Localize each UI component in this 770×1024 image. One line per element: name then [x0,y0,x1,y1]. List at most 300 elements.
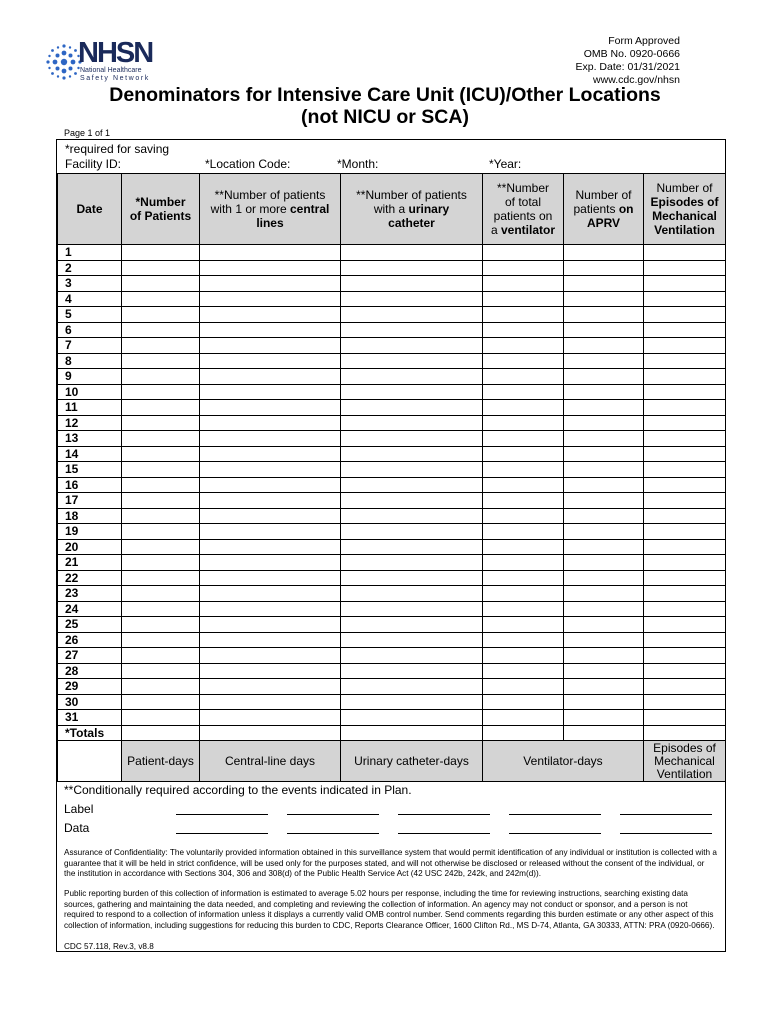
entry-cell[interactable] [564,431,644,447]
entry-cell[interactable] [644,338,726,354]
entry-cell[interactable] [122,632,200,648]
entry-cell[interactable] [341,431,483,447]
day-number: 17 [58,493,122,509]
entry-cell[interactable] [341,679,483,695]
entry-cell[interactable] [564,493,644,509]
entry-cell[interactable] [200,245,341,261]
facility-id-field[interactable]: Facility ID: [65,157,122,171]
day-row [58,446,726,462]
day-number: 9 [58,369,122,385]
entry-cell[interactable] [564,353,644,369]
entry-cell[interactable] [564,632,644,648]
day-number: 25 [58,617,122,633]
entry-cell[interactable] [122,431,200,447]
entry-cell[interactable] [200,353,341,369]
entry-cell[interactable] [644,462,726,478]
omb-block [576,35,681,87]
entry-cell[interactable] [200,570,341,586]
label-field[interactable] [398,814,490,815]
entry-cell[interactable] [341,369,483,385]
entry-cell[interactable] [200,648,341,664]
entry-cell[interactable] [644,601,726,617]
entry-cell[interactable] [200,322,341,338]
day-number: 5 [58,307,122,323]
entry-cell[interactable] [341,570,483,586]
page-number: Page 1 of 1 [64,128,111,138]
entry-cell[interactable] [644,291,726,307]
day-number: 23 [58,586,122,602]
day-number: 14 [58,446,122,462]
entry-cell[interactable] [122,276,200,292]
day-row [58,353,726,369]
entry-cell[interactable] [644,260,726,276]
entry-cell[interactable] [483,539,564,555]
entry-cell[interactable] [341,663,483,679]
entry-cell[interactable] [564,291,644,307]
entry-cell[interactable] [483,415,564,431]
entry-cell[interactable] [341,260,483,276]
entry-cell[interactable] [341,245,483,261]
day-row [58,260,726,276]
entry-cell[interactable] [122,322,200,338]
entry-cell[interactable] [564,601,644,617]
entry-cell[interactable] [122,291,200,307]
day-number: 21 [58,555,122,571]
day-row [58,555,726,571]
denominator-table [57,173,726,782]
entry-cell[interactable] [341,632,483,648]
patient-days-label: Patient-days [122,741,200,782]
day-row [58,369,726,385]
entry-cell[interactable] [200,632,341,648]
day-number: 11 [58,400,122,416]
day-row [58,384,726,400]
entry-cell[interactable] [564,710,644,726]
year-field[interactable]: *Year: [489,157,522,171]
entry-cell[interactable] [483,601,564,617]
entry-cell[interactable] [483,291,564,307]
day-number: 29 [58,679,122,695]
day-number: 27 [58,648,122,664]
entry-cell[interactable] [122,353,200,369]
entry-cell[interactable] [122,446,200,462]
entry-cell[interactable] [483,555,564,571]
entry-cell[interactable] [122,245,200,261]
entry-cell[interactable] [483,446,564,462]
day-row [58,617,726,633]
entry-cell[interactable] [483,276,564,292]
confidentiality-notice: Assurance of Confidentiality: The voluntarily provided information obtained in this surveillance system that would permit identification of any individual or institution is collected with a guarantee that it will be held in strict confidence, will be used only for the purposes stated, and will not otherwise be disclosed or released without the consent of the individual, or the institution in accordance with Sections 304, 306 and 308(d) of the Public Health Service Act (42 USC 242b, 242k, and 242m(d)). [64,848,717,879]
entry-cell[interactable] [200,477,341,493]
entry-cell[interactable] [644,384,726,400]
entry-cell[interactable] [564,539,644,555]
day-row [58,601,726,617]
entry-cell[interactable] [122,384,200,400]
day-row [58,508,726,524]
day-number: 24 [58,601,122,617]
footer-row [58,741,726,782]
entry-cell[interactable] [644,322,726,338]
day-row [58,338,726,354]
day-row [58,539,726,555]
entry-cell[interactable] [564,663,644,679]
entry-cell[interactable] [122,369,200,385]
entry-cell[interactable] [564,555,644,571]
entry-cell[interactable] [341,400,483,416]
data-field[interactable] [620,833,712,834]
header-date: Date [58,174,122,245]
entry-cell[interactable] [483,570,564,586]
entry-cell[interactable] [644,477,726,493]
entry-cell[interactable] [200,555,341,571]
entry-cell[interactable] [122,508,200,524]
entry-cell[interactable] [564,694,644,710]
entry-cell[interactable] [122,524,200,540]
entry-cell[interactable] [483,322,564,338]
entry-cell[interactable] [341,384,483,400]
entry-cell[interactable] [483,307,564,323]
custom-label-heading: Label [64,802,94,816]
header-episodes: Number of Episodes of Mechanical Ventilation [644,174,726,245]
header-central-lines: **Number of patients with 1 or more central lines [200,174,341,245]
entry-cell[interactable] [483,617,564,633]
day-number: 10 [58,384,122,400]
entry-cell[interactable] [564,307,644,323]
entry-cell[interactable] [341,446,483,462]
day-row [58,679,726,695]
entry-cell[interactable] [200,493,341,509]
entry-cell[interactable] [483,260,564,276]
total-cell[interactable] [341,725,483,741]
entry-cell[interactable] [200,446,341,462]
total-cell[interactable] [644,725,726,741]
day-row [58,632,726,648]
entry-cell[interactable] [122,555,200,571]
day-row [58,586,726,602]
entry-cell[interactable] [564,369,644,385]
entry-cell[interactable] [483,663,564,679]
entry-cell[interactable] [200,260,341,276]
entry-cell[interactable] [341,415,483,431]
entry-cell[interactable] [644,524,726,540]
entry-cell[interactable] [483,462,564,478]
entry-cell[interactable] [644,400,726,416]
data-field[interactable] [509,833,601,834]
entry-cell[interactable] [200,400,341,416]
label-field[interactable] [287,814,379,815]
entry-cell[interactable] [483,524,564,540]
entry-cell[interactable] [644,694,726,710]
omb-line: Form Approved [608,35,680,47]
day-number: 1 [58,245,122,261]
label-field[interactable] [176,814,268,815]
totals-row [58,725,726,741]
entry-cell[interactable] [200,415,341,431]
entry-cell[interactable] [483,694,564,710]
day-number: 28 [58,663,122,679]
day-row [58,245,726,261]
entry-cell[interactable] [200,369,341,385]
entry-cell[interactable] [122,462,200,478]
entry-cell[interactable] [122,586,200,602]
burden-statement: Public reporting burden of this collection of information is estimated to average 5.02 hours per response, including the time for reviewing instructions, searching existing data sources, gathering and maintaining the data needed, and completing and reviewing the collection of information. An agency may not conduct or sponsor, and a person is not required to respond to a collection of information unless it displays a currently valid OMB control number. Send comments regarding this burden estimate or any other aspect of this collection of information, including suggestions for reducing this burden to CDC, Reports Clearance Officer, 1600 Clifton Rd., MS D-74, Atlanta, GA 30333, ATTN: PRA (0920-0666). [64,889,715,930]
day-number: 12 [58,415,122,431]
entry-cell[interactable] [341,617,483,633]
entry-cell[interactable] [341,493,483,509]
form-title-sub: (not NICU or SCA) [301,106,469,128]
entry-cell[interactable] [564,617,644,633]
entry-cell[interactable] [644,508,726,524]
day-row [58,493,726,509]
entry-cell[interactable] [341,555,483,571]
entry-cell[interactable] [200,539,341,555]
total-cell[interactable] [564,725,644,741]
header-ventilator: **Number of total patients on a ventilator [483,174,564,245]
entry-cell[interactable] [644,245,726,261]
entry-cell[interactable] [564,648,644,664]
entry-cell[interactable] [644,415,726,431]
entry-cell[interactable] [341,338,483,354]
entry-cell[interactable] [200,307,341,323]
entry-cell[interactable] [341,586,483,602]
entry-cell[interactable] [564,322,644,338]
location-code-field[interactable]: *Location Code: [205,157,291,171]
day-row [58,276,726,292]
entry-cell[interactable] [564,260,644,276]
entry-cell[interactable] [341,539,483,555]
total-cell[interactable] [483,725,564,741]
data-field[interactable] [398,833,490,834]
entry-cell[interactable] [483,338,564,354]
entry-cell[interactable] [341,508,483,524]
omb-url: www.cdc.gov/nhsn [593,74,680,86]
omb-line: Exp. Date: 01/31/2021 [575,61,680,73]
ventilator-days-label: Ventilator-days [483,741,644,782]
entry-cell[interactable] [122,415,200,431]
custom-data-heading: Data [64,821,90,835]
total-cell[interactable] [122,725,200,741]
form-id: CDC 57.118, Rev.3, v8.8 [64,942,154,951]
entry-cell[interactable] [122,338,200,354]
day-number: 8 [58,353,122,369]
entry-cell[interactable] [483,245,564,261]
day-number: 15 [58,462,122,478]
entry-cell[interactable] [483,508,564,524]
entry-cell[interactable] [564,524,644,540]
entry-cell[interactable] [122,307,200,323]
day-number: 19 [58,524,122,540]
entry-cell[interactable] [122,539,200,555]
entry-cell[interactable] [644,570,726,586]
day-row [58,694,726,710]
entry-cell[interactable] [483,493,564,509]
day-row [58,477,726,493]
entry-cell[interactable] [564,276,644,292]
entry-cell[interactable] [200,586,341,602]
entry-cell[interactable] [644,307,726,323]
entry-cell[interactable] [200,524,341,540]
entry-cell[interactable] [564,338,644,354]
day-number: 2 [58,260,122,276]
day-row [58,322,726,338]
entry-cell[interactable] [483,431,564,447]
entry-cell[interactable] [200,431,341,447]
data-field[interactable] [176,833,268,834]
entry-cell[interactable] [200,462,341,478]
central-line-days-label: Central-line days [200,741,341,782]
entry-cell[interactable] [564,508,644,524]
entry-cell[interactable] [644,710,726,726]
day-row [58,307,726,323]
entry-cell[interactable] [564,462,644,478]
entry-cell[interactable] [644,369,726,385]
entry-cell[interactable] [122,710,200,726]
entry-cell[interactable] [483,477,564,493]
required-note: *required for saving [65,142,170,156]
entry-cell[interactable] [122,679,200,695]
day-number: 20 [58,539,122,555]
entry-cell[interactable] [564,446,644,462]
entry-cell[interactable] [341,307,483,323]
entry-cell[interactable] [564,384,644,400]
entry-cell[interactable] [564,477,644,493]
footer-blank [58,741,122,782]
entry-cell[interactable] [200,291,341,307]
entry-cell[interactable] [644,276,726,292]
urinary-catheter-days-label: Urinary catheter-days [341,741,483,782]
entry-cell[interactable] [200,694,341,710]
entry-cell[interactable] [341,291,483,307]
entry-cell[interactable] [200,679,341,695]
data-field[interactable] [287,833,379,834]
day-row [58,431,726,447]
entry-cell[interactable] [200,617,341,633]
entry-cell[interactable] [341,353,483,369]
entry-cell[interactable] [341,477,483,493]
entry-cell[interactable] [483,679,564,695]
entry-cell[interactable] [200,663,341,679]
entry-cell[interactable] [564,245,644,261]
entry-cell[interactable] [122,694,200,710]
entry-cell[interactable] [341,462,483,478]
entry-cell[interactable] [341,648,483,664]
logo-subtitle-2: Safety Network [80,75,150,82]
day-number: 7 [58,338,122,354]
conditional-note: **Conditionally required according to the events indicated in Plan. [64,783,412,797]
entry-cell[interactable] [644,617,726,633]
entry-cell[interactable] [644,446,726,462]
entry-cell[interactable] [483,369,564,385]
label-field[interactable] [509,814,601,815]
entry-cell[interactable] [341,710,483,726]
entry-cell[interactable] [644,632,726,648]
day-row [58,570,726,586]
day-row [58,710,726,726]
entry-cell[interactable] [341,276,483,292]
entry-cell[interactable] [122,601,200,617]
day-row [58,663,726,679]
entry-cell[interactable] [564,400,644,416]
entry-cell[interactable] [644,555,726,571]
form-title: Denominators for Intensive Care Unit (ICU)/Other Locations [109,84,661,106]
entry-cell[interactable] [564,415,644,431]
entry-cell[interactable] [483,384,564,400]
entry-cell[interactable] [644,493,726,509]
entry-cell[interactable] [200,338,341,354]
entry-cell[interactable] [483,632,564,648]
entry-cell[interactable] [122,493,200,509]
day-number: 16 [58,477,122,493]
entry-cell[interactable] [644,648,726,664]
day-row [58,291,726,307]
entry-cell[interactable] [122,663,200,679]
entry-cell[interactable] [122,648,200,664]
logo-wordmark: NHSN [78,37,153,69]
entry-cell[interactable] [483,400,564,416]
logo-subtitle: National Healthcare [80,67,142,74]
entry-cell[interactable] [564,570,644,586]
entry-cell[interactable] [200,601,341,617]
day-row [58,400,726,416]
entry-cell[interactable] [200,384,341,400]
entry-cell[interactable] [200,508,341,524]
day-number: 22 [58,570,122,586]
entry-cell[interactable] [483,648,564,664]
entry-cell[interactable] [122,617,200,633]
header-patients: *Number of Patients [122,174,200,245]
entry-cell[interactable] [644,663,726,679]
entry-cell[interactable] [483,710,564,726]
total-cell[interactable] [200,725,341,741]
entry-cell[interactable] [122,570,200,586]
entry-cell[interactable] [483,353,564,369]
label-field[interactable] [620,814,712,815]
day-number: 6 [58,322,122,338]
entry-cell[interactable] [644,353,726,369]
entry-cell[interactable] [644,586,726,602]
entry-cell[interactable] [122,400,200,416]
entry-cell[interactable] [341,601,483,617]
day-number: 3 [58,276,122,292]
day-number: 13 [58,431,122,447]
entry-cell[interactable] [200,710,341,726]
omb-line: OMB No. 0920-0666 [583,48,680,60]
day-number: 4 [58,291,122,307]
entry-cell[interactable] [341,694,483,710]
day-number: 18 [58,508,122,524]
day-number: 26 [58,632,122,648]
header-aprv: Number of patients on APRV [564,174,644,245]
entry-cell[interactable] [644,679,726,695]
entry-cell[interactable] [564,679,644,695]
entry-cell[interactable] [341,322,483,338]
episodes-label: Episodes of Mechanical Ventilation [644,741,726,782]
day-row [58,462,726,478]
day-row [58,524,726,540]
totals-label: *Totals [58,725,122,741]
entry-cell[interactable] [122,477,200,493]
entry-cell[interactable] [564,586,644,602]
entry-cell[interactable] [483,586,564,602]
entry-cell[interactable] [644,431,726,447]
entry-cell[interactable] [122,260,200,276]
entry-cell[interactable] [644,539,726,555]
month-field[interactable]: *Month: [337,157,379,171]
entry-cell[interactable] [200,276,341,292]
day-row [58,415,726,431]
day-row [58,648,726,664]
entry-cell[interactable] [341,524,483,540]
